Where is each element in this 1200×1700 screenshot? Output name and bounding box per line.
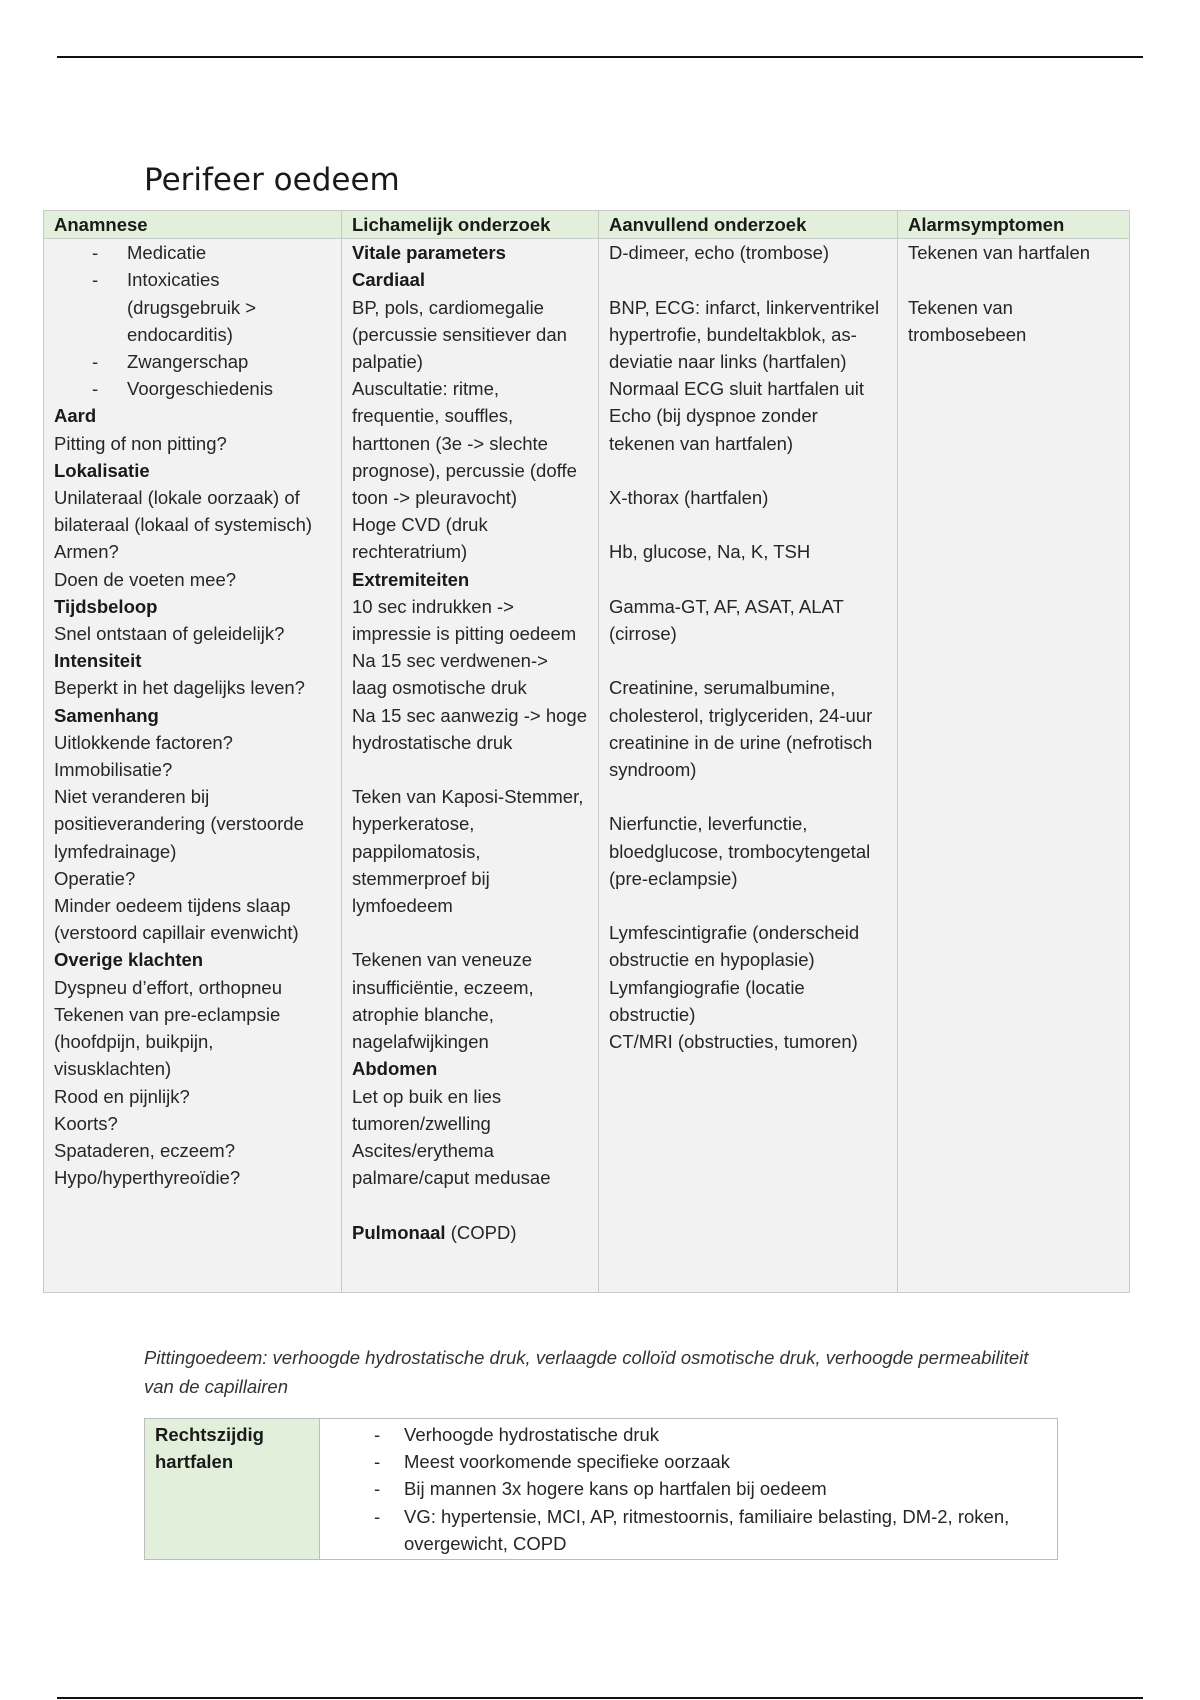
- cell-text: Na 15 sec aanwezig -> hoge hydrostatische druk: [352, 704, 587, 753]
- cell-text: Minder oedeem tijdens slaap (verstoord capillair evenwicht): [54, 895, 299, 944]
- cell-text: Hypo/hyperthyreoïdie?: [54, 1167, 241, 1189]
- cell-text: Lymfescintigrafie (onderscheid obstructie en hypoplasie): [609, 922, 860, 971]
- list-item: - Voorgeschiedenis: [54, 375, 331, 402]
- section-heading: Lokalisatie: [54, 459, 150, 481]
- cell-text: 10 sec indrukken -> impressie is pitting oedeem: [352, 595, 577, 645]
- cell-text: Nierfunctie, leverfunctie, bloedglucose, trombocytengetal (pre-eclampsie): [609, 813, 871, 889]
- list-item: - Zwangerschap: [54, 348, 331, 375]
- list-item: - Verhoogde hydrostatische druk: [330, 1421, 1047, 1448]
- cell-text: Rood en pijnlijk?: [54, 1085, 190, 1107]
- cell-text: Hb, glucose, Na, K, TSH: [609, 541, 811, 563]
- anamnese-cell: [44, 239, 342, 1293]
- cell-text: Normaal ECG sluit hartfalen uit: [609, 378, 864, 400]
- cell-text: Auscultatie: ritme, frequentie, souffles, harttonen (3e -> slechte prognose), percussie (doffe toon -> pleuravocht): [352, 378, 577, 509]
- cell-text: Tekenen van hartfalen: [908, 242, 1091, 264]
- cell-text: Gamma-GT, AF, ASAT, ALAT (cirrose): [609, 595, 844, 645]
- cell-text: Na 15 sec verdwenen-> laag osmotische druk: [352, 650, 548, 699]
- cell-text: Dyspneu d’effort, orthopneu: [54, 976, 282, 998]
- header-lichamelijk-onderzoek: Lichamelijk onderzoek: [342, 211, 599, 239]
- hartfalen-list: [330, 1421, 1047, 1557]
- list-item: - Intoxicaties (drugsgebruik > endocarditis): [54, 266, 331, 348]
- cell-text: Koorts?: [54, 1112, 118, 1134]
- header-alarmsymptomen: Alarmsymptomen: [898, 211, 1130, 239]
- section-heading: [352, 1219, 588, 1246]
- diagnostic-table: [43, 210, 1130, 1293]
- cell-text: Hoge CVD (druk rechteratrium): [352, 514, 488, 563]
- cell-text: Pitting of non pitting?: [54, 432, 227, 454]
- hartfalen-row: [145, 1419, 1058, 1560]
- cell-text: Doen de voeten mee?: [54, 568, 237, 590]
- cell-text: Armen?: [54, 541, 119, 563]
- header-aanvullend-onderzoek: Aanvullend onderzoek: [599, 211, 898, 239]
- section-heading: Aard: [54, 405, 97, 427]
- lichamelijk-onderzoek-cell: [342, 239, 599, 1293]
- cell-text: Operatie?: [54, 867, 136, 889]
- pitting-note: Pittingoedeem: verhoogde hydrostatische druk, verlaagde colloïd osmotische druk, verhoogde permeabiliteit van de capillairen: [144, 1347, 1029, 1397]
- section-heading: Samenhang: [54, 704, 159, 726]
- cell-text: Lymfangiografie (locatie obstructie): [609, 976, 805, 1025]
- section-heading: Intensiteit: [54, 650, 142, 672]
- header-anamnese: Anamnese: [44, 211, 342, 239]
- cell-text: Beperkt in het dagelijks leven?: [54, 677, 305, 699]
- section-heading: Vitale parameters: [352, 242, 506, 264]
- cell-text: Echo (bij dyspnoe zonder tekenen van hartfalen): [609, 405, 818, 454]
- spacer: [609, 457, 887, 484]
- spacer: [609, 783, 887, 810]
- section-heading-label: Pulmonaal: [352, 1221, 446, 1243]
- section-heading: Cardiaal: [352, 269, 426, 291]
- cell-text: Uitlokkende factoren?: [54, 731, 233, 753]
- hartfalen-content: [320, 1419, 1058, 1560]
- cell-text: Tekenen van trombosebeen: [908, 296, 1027, 345]
- section-heading: Extremiteiten: [352, 568, 470, 590]
- spacer: [609, 566, 887, 593]
- spacer: [352, 1191, 588, 1218]
- page-title: Perifeer oedeem: [144, 162, 400, 198]
- section-heading: Overige klachten: [54, 949, 204, 971]
- cell-text: Ascites/erythema palmare/caput medusae: [352, 1139, 551, 1189]
- section-heading-detail: (COPD): [445, 1221, 517, 1243]
- spacer: [908, 266, 1119, 293]
- spacer: [352, 919, 588, 946]
- section-heading: Abdomen: [352, 1058, 438, 1080]
- cell-text: BP, pols, cardiomegalie (percussie sensitiever dan palpatie): [352, 296, 567, 373]
- cell-text: BNP, ECG: infarct, linkerventrikel hypertrofie, bundeltakblok, as-deviatie naar links (hartfalen): [609, 296, 880, 373]
- cell-text: Teken van Kaposi-Stemmer, hyperkeratose, pappilomatosis, stemmerproef bij lymfoedeem: [352, 786, 584, 917]
- cell-text: D-dimeer, echo (trombose): [609, 242, 830, 264]
- cell-text: CT/MRI (obstructies, tumoren): [609, 1031, 858, 1053]
- cell-text: Immobilisatie?: [54, 759, 173, 781]
- list-item: - Bij mannen 3x hogere kans op hartfalen bij oedeem: [330, 1475, 1047, 1502]
- cell-text: Tekenen van pre-eclampsie (hoofdpijn, buikpijn, visusklachten): [54, 1003, 281, 1080]
- spacer: [609, 266, 887, 293]
- cell-text: Let op buik en lies tumoren/zwelling: [352, 1085, 502, 1134]
- cell-text: Unilateraal (lokale oorzaak) of bilateraal (lokaal of systemisch): [54, 487, 313, 536]
- cell-text: Snel ontstaan of geleidelijk?: [54, 623, 285, 645]
- cell-text: Niet veranderen bij positieverandering (verstoorde lymfedrainage): [54, 786, 304, 862]
- header-rule: [57, 56, 1143, 58]
- hartfalen-table: [144, 1418, 1058, 1560]
- table-body-row: [44, 239, 1130, 1293]
- alarmsymptomen-cell: [898, 239, 1130, 1293]
- list-item: - Medicatie: [54, 239, 331, 266]
- spacer: [609, 511, 887, 538]
- cell-text: Creatinine, serumalbumine, cholesterol, triglyceriden, 24-uur creatinine in de urine (nefrotisch syndroom): [609, 677, 873, 781]
- spacer: [352, 756, 588, 783]
- cell-text: Spataderen, eczeem?: [54, 1139, 236, 1161]
- spacer: [609, 892, 887, 919]
- section-heading: Tijdsbeloop: [54, 595, 158, 617]
- hartfalen-label: Rechtszijdig hartfalen: [145, 1419, 320, 1560]
- footer-rule: [57, 1697, 1143, 1699]
- list-item: - VG: hypertensie, MCI, AP, ritmestoornis, familiaire belasting, DM-2, roken, overgewicht, COPD: [330, 1503, 1047, 1557]
- cell-text: X-thorax (hartfalen): [609, 487, 769, 509]
- cell-text: Tekenen van veneuze insufficiëntie, eczeem, atrophie blanche, nagelafwijkingen: [352, 949, 534, 1053]
- spacer: [609, 647, 887, 674]
- list-item: - Meest voorkomende specifieke oorzaak: [330, 1448, 1047, 1475]
- table-header-row: [44, 211, 1130, 239]
- aanvullend-onderzoek-cell: [599, 239, 898, 1293]
